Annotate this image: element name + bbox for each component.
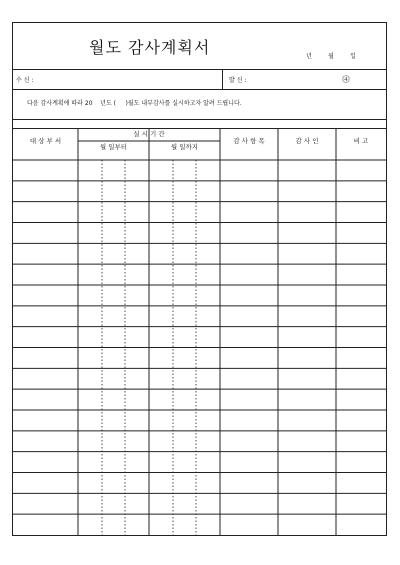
recipient-cell xyxy=(13,69,223,89)
table-grid-lines xyxy=(13,128,386,535)
form-title: 월도 감사계획서 xyxy=(89,38,211,57)
sender-label: 발 신 : xyxy=(229,77,247,84)
notice-sentence: 다음 감사계획에 따라 20 년도 ( )월도 내부감사를 실시하고자 알려 드립니다. xyxy=(27,100,242,107)
recipient-sender-row xyxy=(13,69,386,90)
header-auditor: 감 사 인 xyxy=(295,137,319,145)
schedule-table xyxy=(13,128,386,535)
date-fields xyxy=(298,51,364,60)
month-label: 월 xyxy=(328,53,334,60)
day-label: 일 xyxy=(350,53,356,60)
header-remarks: 비 고 xyxy=(353,137,369,145)
recipient-label: 수 신 : xyxy=(16,77,34,84)
audit-plan-form xyxy=(12,22,387,536)
header-department: 대 상 부 서 xyxy=(29,137,62,145)
header-period: 실 시 기 간 xyxy=(133,130,165,138)
year-label: 년 xyxy=(306,53,312,60)
header-audit-items: 감 사 항 목 xyxy=(233,137,265,145)
header-from: 월 일부터 xyxy=(99,143,128,151)
header-to: 월 일까지 xyxy=(170,143,199,151)
seal-mark: ⓸ xyxy=(342,75,350,84)
title-row xyxy=(13,23,386,70)
notice-row xyxy=(13,89,386,120)
